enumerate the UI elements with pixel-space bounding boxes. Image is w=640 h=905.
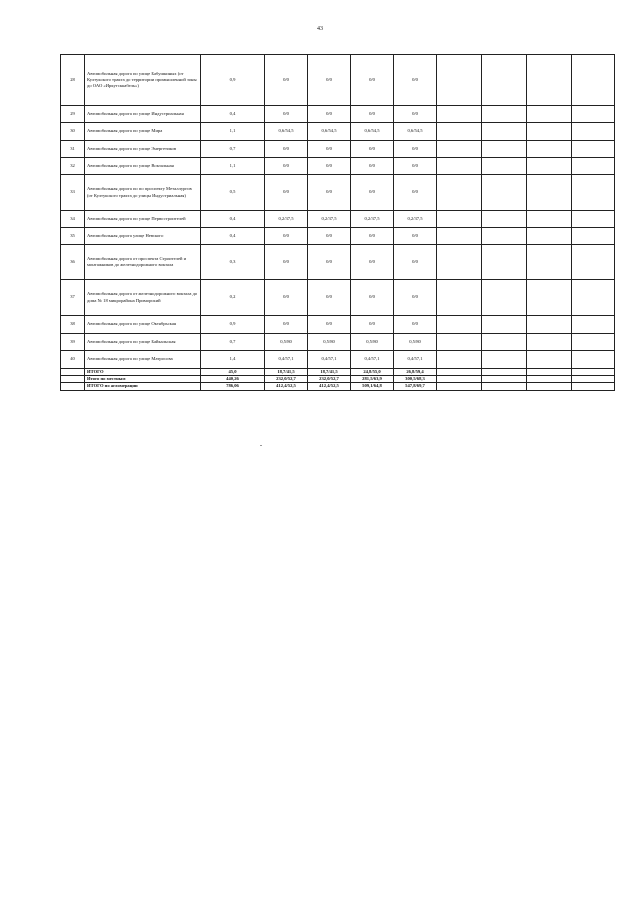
total-row	[61, 376, 615, 383]
total-value-1: 18,7/41,5	[265, 369, 308, 376]
road-length: 0,4	[201, 106, 265, 123]
row-number: 34	[61, 211, 85, 228]
total-label: ИТОГО	[85, 369, 201, 376]
value-1: 0,6/54,5	[265, 123, 308, 141]
value-1: 0/0	[265, 106, 308, 123]
empty-cell	[61, 376, 85, 383]
empty-cell	[437, 228, 482, 245]
table-row	[61, 211, 615, 228]
row-number: 33	[61, 175, 85, 211]
empty-cell	[572, 123, 615, 141]
value-2: 0/0	[308, 141, 351, 158]
empty-cell	[527, 55, 572, 106]
row-number: 32	[61, 158, 85, 175]
total-length: 786,06	[201, 383, 265, 390]
road-length: 0,5	[201, 175, 265, 211]
value-4: 0,5/80	[394, 334, 437, 351]
total-label: Итого по местным	[85, 376, 201, 383]
empty-cell	[527, 141, 572, 158]
total-value-3: 24,8/55,0	[351, 369, 394, 376]
empty-cell	[482, 158, 527, 175]
empty-cell	[437, 376, 482, 383]
value-2: 0/0	[308, 280, 351, 316]
table-row	[61, 158, 615, 175]
value-4: 0,2/37,5	[394, 211, 437, 228]
value-1: 0,4/57,1	[265, 351, 308, 369]
empty-cell	[572, 334, 615, 351]
value-4: 0,4/57,1	[394, 351, 437, 369]
empty-cell	[437, 106, 482, 123]
empty-cell	[527, 175, 572, 211]
empty-cell	[482, 280, 527, 316]
row-number: 28	[61, 55, 85, 106]
road-length: 1,1	[201, 123, 265, 141]
value-4: 0/0	[394, 228, 437, 245]
value-2: 0/0	[308, 316, 351, 334]
empty-cell	[437, 55, 482, 106]
table-row	[61, 245, 615, 280]
value-1: 0/0	[265, 280, 308, 316]
value-4: 0/0	[394, 158, 437, 175]
table-row	[61, 351, 615, 369]
table-row	[61, 106, 615, 123]
table-row	[61, 123, 615, 141]
value-3: 0/0	[351, 245, 394, 280]
value-3: 0/0	[351, 228, 394, 245]
value-1: 0/0	[265, 175, 308, 211]
road-length: 1,4	[201, 351, 265, 369]
row-number: 38	[61, 316, 85, 334]
value-3: 0/0	[351, 106, 394, 123]
empty-cell	[61, 369, 85, 376]
empty-cell	[437, 369, 482, 376]
empty-cell	[482, 175, 527, 211]
road-name: Автомобильная дорога по улице Индустриальная	[85, 106, 201, 123]
empty-cell	[437, 383, 482, 390]
empty-cell	[572, 175, 615, 211]
value-2: 0,5/80	[308, 334, 351, 351]
value-4: 0/0	[394, 175, 437, 211]
value-1: 0/0	[265, 141, 308, 158]
empty-cell	[437, 158, 482, 175]
value-2: 0/0	[308, 175, 351, 211]
road-name: Автомобильная дорога по улице Октябрьская	[85, 316, 201, 334]
road-length: 0,9	[201, 55, 265, 106]
total-value-2: 232,0/52,7	[308, 376, 351, 383]
total-value-2: 412,4/52,5	[308, 383, 351, 390]
road-name: Автомобильная дорога по улице Мира	[85, 123, 201, 141]
value-2: 0/0	[308, 228, 351, 245]
empty-cell	[482, 55, 527, 106]
empty-cell	[572, 316, 615, 334]
road-length: 1,1	[201, 158, 265, 175]
table-body	[61, 55, 615, 391]
road-name: Автомобильная дорога от проспекта Строителей и монтажников до железнодорожного вокзала	[85, 245, 201, 280]
total-value-4: 547,8/69,7	[394, 383, 437, 390]
empty-cell	[437, 245, 482, 280]
empty-cell	[572, 376, 615, 383]
value-1: 0/0	[265, 316, 308, 334]
empty-cell	[437, 141, 482, 158]
empty-cell	[572, 106, 615, 123]
empty-cell	[527, 316, 572, 334]
empty-cell	[527, 383, 572, 390]
road-name: Автомобильная дорога улице Невского	[85, 228, 201, 245]
value-2: 0/0	[308, 158, 351, 175]
value-1: 0/0	[265, 228, 308, 245]
total-value-1: 232,0/52,7	[265, 376, 308, 383]
empty-cell	[527, 245, 572, 280]
road-name: Автомобильная дорога по улице Байкальская	[85, 334, 201, 351]
empty-cell	[527, 280, 572, 316]
empty-cell	[61, 383, 85, 390]
empty-cell	[482, 211, 527, 228]
value-3: 0,6/54,5	[351, 123, 394, 141]
empty-cell	[482, 334, 527, 351]
empty-cell	[527, 106, 572, 123]
empty-cell	[572, 141, 615, 158]
empty-cell	[482, 351, 527, 369]
road-name: Автомобильная дорога по улице Матросова	[85, 351, 201, 369]
value-2: 0/0	[308, 245, 351, 280]
value-3: 0,4/57,1	[351, 351, 394, 369]
empty-cell	[437, 351, 482, 369]
total-value-3: 281,5/63,9	[351, 376, 394, 383]
empty-cell	[527, 123, 572, 141]
table-row	[61, 334, 615, 351]
empty-cell	[437, 211, 482, 228]
row-number: 30	[61, 123, 85, 141]
value-2: 0,4/57,1	[308, 351, 351, 369]
empty-cell	[527, 158, 572, 175]
total-row	[61, 369, 615, 376]
row-number: 36	[61, 245, 85, 280]
road-length: 0,9	[201, 316, 265, 334]
total-length: 45,0	[201, 369, 265, 376]
empty-cell	[437, 334, 482, 351]
row-number: 37	[61, 280, 85, 316]
value-4: 0,6/54,5	[394, 123, 437, 141]
total-length: 440,26	[201, 376, 265, 383]
empty-cell	[572, 351, 615, 369]
road-length: 0,7	[201, 334, 265, 351]
empty-cell	[572, 280, 615, 316]
value-1: 0/0	[265, 245, 308, 280]
empty-cell	[482, 316, 527, 334]
empty-cell	[572, 383, 615, 390]
value-1: 0/0	[265, 158, 308, 175]
empty-cell	[437, 280, 482, 316]
row-number: 31	[61, 141, 85, 158]
road-name: Автомобильная дорога по улице Энергетиков	[85, 141, 201, 158]
total-value-3: 509,1/64,8	[351, 383, 394, 390]
empty-cell	[482, 228, 527, 245]
value-3: 0/0	[351, 175, 394, 211]
empty-cell	[482, 106, 527, 123]
empty-cell	[572, 55, 615, 106]
value-4: 0/0	[394, 245, 437, 280]
value-1: 0,2/37,5	[265, 211, 308, 228]
total-row	[61, 383, 615, 390]
row-number: 29	[61, 106, 85, 123]
empty-cell	[527, 376, 572, 383]
value-3: 0,2/37,5	[351, 211, 394, 228]
value-1: 0,5/80	[265, 334, 308, 351]
total-value-1: 412,4/52,5	[265, 383, 308, 390]
row-number: 35	[61, 228, 85, 245]
value-3: 0/0	[351, 55, 394, 106]
empty-cell	[482, 376, 527, 383]
empty-cell	[527, 211, 572, 228]
empty-cell	[527, 334, 572, 351]
empty-cell	[437, 175, 482, 211]
value-4: 0/0	[394, 316, 437, 334]
row-number: 40	[61, 351, 85, 369]
empty-cell	[482, 383, 527, 390]
empty-cell	[482, 123, 527, 141]
row-number: 39	[61, 334, 85, 351]
empty-cell	[572, 369, 615, 376]
empty-cell	[482, 369, 527, 376]
value-2: 0/0	[308, 106, 351, 123]
total-value-4: 26,8/59,4	[394, 369, 437, 376]
empty-cell	[572, 158, 615, 175]
empty-cell	[527, 351, 572, 369]
total-value-2: 18,7/41,5	[308, 369, 351, 376]
value-2: 0,2/37,5	[308, 211, 351, 228]
value-3: 0/0	[351, 316, 394, 334]
roads-table	[60, 54, 615, 391]
empty-cell	[572, 211, 615, 228]
total-value-4: 300,5/68,3	[394, 376, 437, 383]
value-3: 0/0	[351, 141, 394, 158]
table-row	[61, 141, 615, 158]
table-row	[61, 280, 615, 316]
road-name: Автомобильная дорога по улице Первостроителей	[85, 211, 201, 228]
page-number: 43	[317, 26, 323, 32]
empty-cell	[437, 316, 482, 334]
value-1: 0/0	[265, 55, 308, 106]
road-name: Автомобильная дорога по улице Бабушкиных (от Култукского тракта до территории промышленной зоны до ОАО «Иркутсккабель»)	[85, 55, 201, 106]
scan-speck	[260, 445, 262, 446]
value-3: 0,5/80	[351, 334, 394, 351]
total-label: ИТОГО по агломерации	[85, 383, 201, 390]
value-3: 0/0	[351, 158, 394, 175]
road-length: 0,2	[201, 280, 265, 316]
empty-cell	[482, 141, 527, 158]
table-row	[61, 55, 615, 106]
road-length: 0,4	[201, 228, 265, 245]
value-2: 0,6/54,5	[308, 123, 351, 141]
road-length: 0,3	[201, 245, 265, 280]
road-name: Автомобильная дорога по улице Вокзальная	[85, 158, 201, 175]
empty-cell	[482, 245, 527, 280]
value-4: 0/0	[394, 141, 437, 158]
table-row	[61, 228, 615, 245]
value-3: 0/0	[351, 280, 394, 316]
value-4: 0/0	[394, 106, 437, 123]
empty-cell	[527, 228, 572, 245]
empty-cell	[572, 228, 615, 245]
value-2: 0/0	[308, 55, 351, 106]
road-length: 0,4	[201, 211, 265, 228]
road-name: Автомобильная дорога от железнодорожного вокзала до дома № 18 микрорайона Приморский	[85, 280, 201, 316]
table-row	[61, 175, 615, 211]
value-4: 0/0	[394, 55, 437, 106]
value-4: 0/0	[394, 280, 437, 316]
empty-cell	[527, 369, 572, 376]
table-row	[61, 316, 615, 334]
road-name: Автомобильная дорога по по проспекту Металлургов (от Култукского тракта до улицы Индустриальная)	[85, 175, 201, 211]
empty-cell	[437, 123, 482, 141]
road-length: 0,7	[201, 141, 265, 158]
empty-cell	[572, 245, 615, 280]
